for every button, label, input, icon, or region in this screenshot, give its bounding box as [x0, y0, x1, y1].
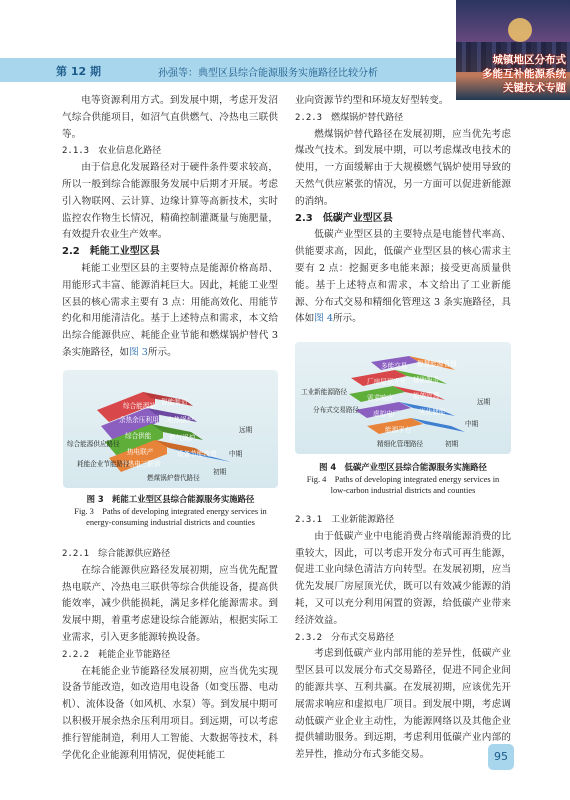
fig4-stage-label: 远期 — [477, 398, 491, 406]
fig3-label: 电热锅炉 — [167, 416, 194, 424]
figure-3 — [63, 370, 278, 488]
fig3-label: 余热余压利用 — [119, 416, 159, 424]
running-title: 孙强等：典型区县综合能源服务实施路径比较分析 — [158, 68, 378, 79]
figure-4 — [295, 342, 511, 454]
paragraph: 燃煤锅炉替代路径在发展初期，应当优先考虑煤改气技术。到发展中期，可以考虑煤改电技术的使用，一方面缓解由于大规模燃气锅炉使用导致的天然气供应紧张的情况，另一方面可以促进新能源的消纳。 — [295, 128, 511, 207]
section-heading-2-3-2: 2.3.2 分布式交易路径 — [295, 632, 395, 643]
section-heading-2-1-3: 2.1.3 农业信息化路径 — [62, 146, 162, 157]
section-heading-2-3: 2.3 低碳产业型区县 — [295, 212, 393, 224]
fig4-path-label: 精细化管理路径 — [377, 440, 424, 448]
figure-4-graphic — [295, 342, 511, 454]
left-column-top — [62, 93, 278, 362]
fig3-stage-label: 初期 — [213, 468, 227, 476]
fig4-label: 智慧能源管理 — [417, 360, 457, 368]
section-heading-2-3-1: 2.3.1 工业新能源路径 — [295, 515, 395, 525]
fig3-path-label: 综合能源供应路径 — [67, 440, 120, 448]
fig4-path-label: 分布式交易路径 — [313, 406, 360, 414]
paragraph: 由于信息化发展路径对于硬件条件要求较高，所以一般到综合能源服务发展中后期才开展。考虑引入物联网、云计算、边缘计算等高新技术，实时监控农作物生长情况，精确控制灌溉量与施肥量，有效提升农业生产效率。 — [62, 162, 278, 241]
fig4-stage-label: 初期 — [445, 440, 459, 448]
section-heading-2-2: 2.2 耗能工业型区县 — [62, 246, 160, 258]
fig4-path-label: 工业新能源路径 — [301, 388, 348, 396]
fig3-label: 冷热电三联供 — [121, 460, 161, 468]
fig3-path-label: 燃煤锅炉替代路径 — [147, 474, 200, 482]
fig3-stage-label: 远期 — [239, 426, 253, 434]
fig3-path-label: 耗能企业节能路径 — [77, 460, 130, 468]
figure-3-graphic — [63, 370, 278, 488]
right-column-top — [295, 93, 511, 328]
fig4-label: 辅助服务 — [413, 376, 440, 384]
fig4-label: 能效管理 — [413, 392, 440, 400]
page-number: 95 — [488, 744, 514, 770]
paragraph: 在综合能源供应路径发展初期，应当优先配置热电联产、冷热电三联供等综合供能设备，提高供能效率，减少供能损耗，满足多样化能源需求。到发展中期，着重考虑建设综合能源站，根据实际工业需求，引入更多能源转换设备。 — [62, 564, 278, 643]
paragraph: 业向资源节约型和环境友好型转变。 — [295, 95, 449, 106]
figure-3-caption: 图 3 耗能工业型区县综合能源服务实施路径 Fig. 3 Paths of developing integrated energy services in energy-consuming industrial districts and counties — [74, 494, 267, 527]
fig4-label: 厂房屋顶光伏 — [367, 378, 407, 386]
fig4-label: 光伏储能 — [419, 408, 446, 416]
figure-ref-3[interactable]: 图 3 — [129, 346, 148, 358]
section-heading-2-2-1: 2.2.1 综合能源供应路径 — [62, 549, 171, 559]
section-heading-2-2-2: 2.2.2 耗能企业节能路径 — [62, 649, 171, 660]
right-column-bottom — [295, 512, 511, 764]
issue-number: 第 12 期 — [56, 65, 101, 78]
section-heading-2-2-3: 2.2.3 燃煤锅炉替代路径 — [295, 112, 404, 123]
figure-4-caption: 图 4 低碳产业型区县综合能源服务实施路径 Fig. 4 Paths of developing integrated energy services in low-carbon industrial districts and counties — [306, 462, 500, 495]
paragraph: 考虑到低碳产业内部用能的差异性，低碳产业型区县可以发展分布式交易路径，促进不同企业间的能源共享、互利共赢。在发展初期，应该优先开展需求响应和虚拟电厂项目。到发展中期，考虑调动低碳产业企业主动性，为能源网络以及其他企业提供辅助服务。到远期，考虑利用低碳产业内部的差异性，推动分布式多能交易。 — [295, 648, 511, 761]
paragraph: 低碳产业型区县的主要特点是电能替代率高、供能要求高，因此，低碳产业型区县的核心需求主要有 2 点：挖掘更多电能来源；接受更高质量供能。基于上述特点和需求，本文给出了工业新能源、分布式交易和精细化管理这 3 条实施路径，具体如图 4所示。 — [295, 229, 511, 325]
topic-cover-image — [456, 0, 570, 100]
figure-ref-4[interactable]: 图 4 — [314, 313, 333, 325]
fig4-label: 需求响应 — [367, 394, 394, 402]
paragraph: 耗能工业型区县的主要特点是能源价格高昂、用能形式丰富、能源消耗巨大。因此，耗能工业型区县的核心需求主要有 3 点：用能高效化、用能节约化和用能清洁化。基于上述特点和需求，本文给出综合能源供应、耗能企业节能和燃煤锅炉替代 3 条实施路径，如图 3所示。 — [62, 262, 278, 358]
fig4-stage-label: 中期 — [465, 420, 479, 428]
left-column-bottom — [62, 546, 278, 764]
cover-line-1: 城镇地区分布式 — [492, 54, 566, 66]
fig4-label: 多能交易 — [381, 362, 408, 370]
fig4-label: 能源平台 — [385, 426, 412, 434]
cover-line-2: 多能互补能源系统 — [482, 68, 566, 80]
fig3-label: 智能制造 — [161, 398, 188, 406]
fig3-label: 燃气锅炉 — [169, 434, 196, 442]
fig3-label: 热电联产 — [127, 448, 154, 456]
fig3-label: 设备节能改造 — [177, 450, 217, 458]
paragraph: 电等资源利用方式。到发展中期，考虑开发沼气综合供能项目，如沼气直供燃气、冷热电三联供等。 — [62, 95, 278, 140]
fig3-stage-label: 中期 — [229, 450, 243, 458]
fig4-label: 虚拟电厂 — [373, 410, 400, 418]
fig3-label: 综合供能 — [125, 432, 152, 440]
paragraph: 由于低碳产业中电能消费占终端能源消费的比重较大，因此，可以考虑开发分布式可再生能源，促进工业向绿色清洁方向转型。在发展初期，应当优先发展厂房屋顶光伏，既可以有效减少能源的消耗，又可以充分利用闲置的资源，给低碳产业带来经济效益。 — [295, 530, 511, 626]
fig3-label: 综合能源站 — [123, 402, 156, 410]
paragraph: 在耗能企业节能路径发展初期，应当优先实现设备节能改造，如改造用电设备（如变压器、电动机）、流体设备（如风机、水泵）等。到发展中期可以积极开展余热余压利用项目。到远期，可以考虑推行智能制造，利用人工智能、大数据等技术，科学优化企业能源利用情况，促使耗能工 — [62, 665, 278, 761]
cover-line-3: 关键技术专题 — [503, 82, 566, 94]
